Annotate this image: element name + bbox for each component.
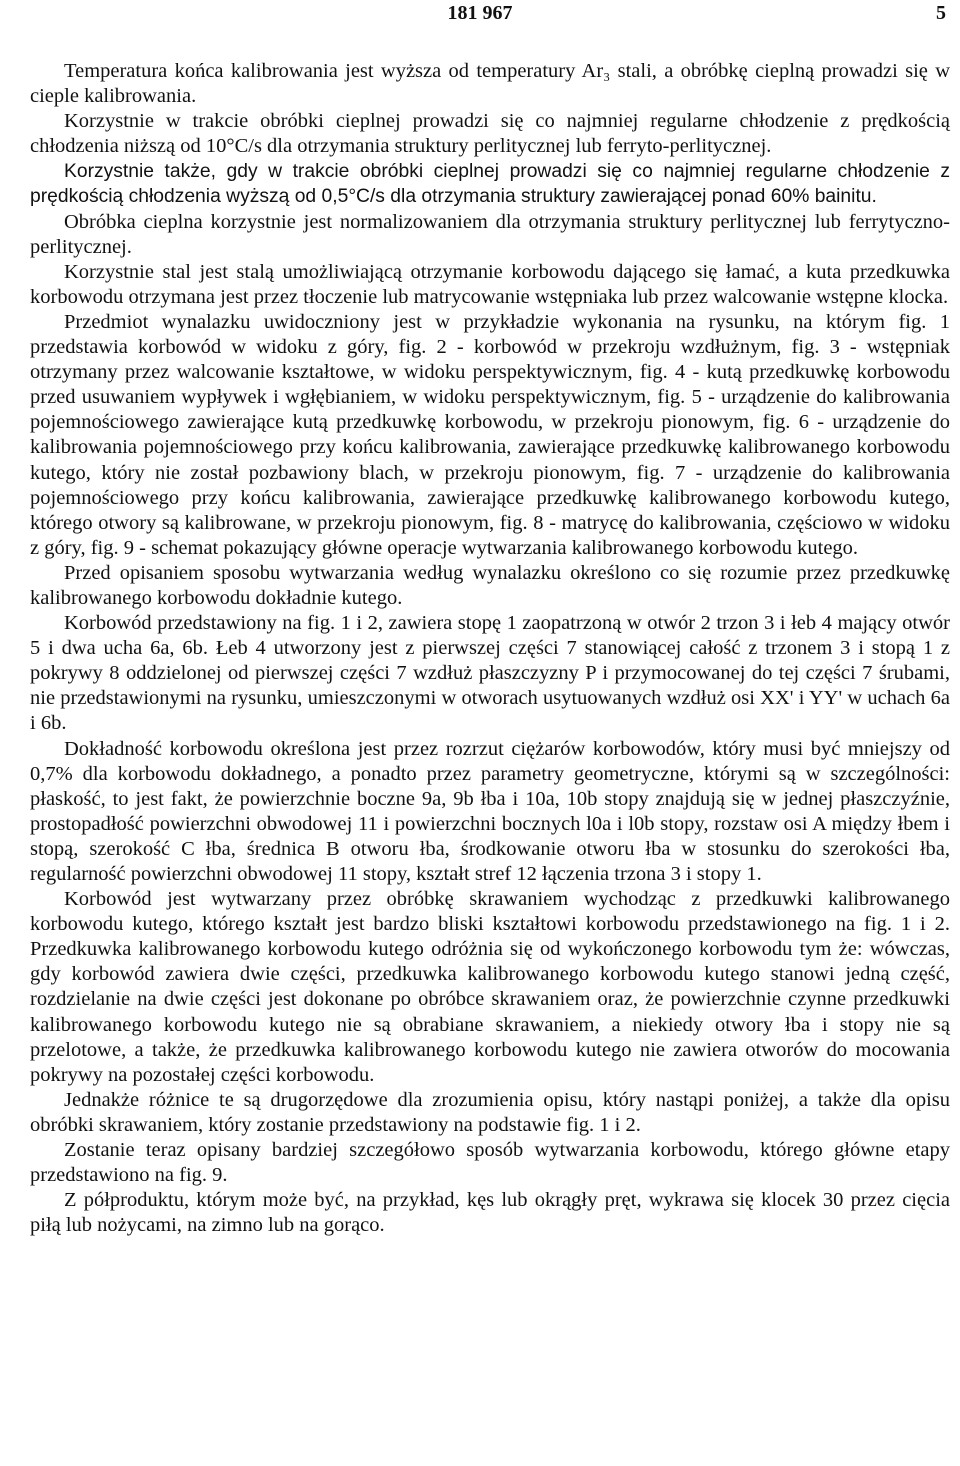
paragraph: Przed opisaniem sposobu wytwarzania według wynalazku określono co się rozumie przez przedkuwkę kalibrowanego korbowodu dokładnie kutego. [30,561,950,609]
paragraph: Korbowód jest wytwarzany przez obróbkę skrawaniem wychodząc z przedkuwki kalibrowanego korbowodu kutego, którego kształt jest bardzo bliski kształtowi korbowodu przedstawionego na fig. 1 i 2. Przedkuwka kalibrowanego korbowodu kutego odróżnia się od wykończonego korbowodu tym że: wówczas, gdy korbowód zawiera dwie części, przedkuwka kalibrowanego korbowodu kutego stanowi jedną część, rozdzielanie na dwie części jest dokonane po obróbce skrawaniem oraz, że powierzchnie czynne przedkuwki kalibrowanego korbowodu kutego nie są obrabiane skrawaniem, a niekiedy otwory łba i stopy nie są przelotowe, a także, że przedkuwka kalibrowanego korbowodu kutego nie zawiera otworów do mocowania pokrywy na pozostałej części korbowodu. [30,888,950,1086]
paragraph: Jednakże różnice te są drugorzędowe dla zrozumienia opisu, który nastąpi poniżej, a także dla opisu obróbki skrawaniem, który zostanie przedstawiony na podstawie fig. 1 i 2. [30,1088,950,1136]
body-text [30,59,950,1238]
paragraph: Z półproduktu, którym może być, na przykład, kęs lub okrągły pręt, wykrawa się klocek 30 przez cięcia piłą lub nożycami, na zimno lub na gorąco. [30,1189,950,1237]
paragraph: Korbowód przedstawiony na fig. 1 i 2, zawiera stopę 1 zaopatrzoną w otwór 2 trzon 3 i łeb 4 mający otwór 5 i dwa ucha 6a, 6b. Łeb 4 utworzony jest z pierwszej części 7 stanowiącej całość z trzonem 3 i stopą 1 z pokrywy 8 oddzielonej od pierwszej części 7 wzdłuż płaszczyzny P i przymocowanej do tej części 7 śrubami, nie przedstawionymi na rysunku, umieszczonymi w otworach usytuowanych wzdłuż osi XX' i YY' w uchach 6a i 6b. [30,612,950,735]
paragraph: Przedmiot wynalazku uwidoczniony jest w przykładzie wykonania na rysunku, na którym fig. 1 przedstawia korbowód w widoku z góry, fig. 2 - korbowód w przekroju wzdłużnym, fig. 3 - wstępniak otrzymany przez walcowanie kształtowe, w widoku perspektywicznym, fig. 4 - kutą przedkuwkę korbowodu przed usuwaniem wypływek i wgłębianiem, w widoku perspektywicznym, fig. 5 - urządzenie do kalibrowania pojemnościowego zawierające kutą przedkuwkę korbowodu, w przekroju pionowym, fig. 6 - urządzenie do kalibrowania pojemnościowego przy końcu kalibrowania, zawierające przedkuwkę kalibrowanego korbowodu kutego, który nie został pozbawiony blach, w przekroju pionowym, fig. 7 - urządzenie do kalibrowania pojemnościowego przy końcu kalibrowania, zawierające przedkuwkę kalibrowanego korbowodu kutego, którego otwory są kalibrowane, w przekroju pionowym, fig. 8 - matrycę do kalibrowania, częściowo w widoku z góry, fig. 9 - schemat pokazujący główne operacje wytwarzania kalibrowanego korbowodu kutego. [30,310,950,559]
paragraph: Korzystnie także, gdy w trakcie obróbki cieplnej prowadzi się co najmniej regularne chłodzenie z prędkością chłodzenia wyższą od 0,5°C/s dla otrzymania struktury zawierającej ponad 60% bainitu. [30,161,950,208]
paragraph: Dokładność korbowodu określona jest przez rozrzut ciężarów korbowodów, który musi być mniejszy od 0,7% dla korbowodu dokładnego, a ponadto przez parametry geometryczne, którymi są w szczególności: płaskość, to jest fakt, że powierzchnie boczne 9a, 9b łba i 10a, 10b stopy znajdują się w jednej płaszczyźnie, prostopadłość powierzchni obwodowej 11 i powierzchni bocznych l0a i l0b stopy, rozstaw osi A między łbem i stopą, szerokość C łba, średnica B otworu łba, środkowanie otworu łba w stosunku do szerokości łba, regularność powierzchni obwodowej 11 stopy, kształt stref 12 łączenia trzona 3 i stopy 1. [30,737,950,885]
document-number: 181 967 [447,2,513,24]
page-header [0,0,960,34]
paragraph: Obróbka cieplna korzystnie jest normalizowaniem dla otrzymania struktury perlitycznej lub ferrytyczno-perlitycznej. [30,210,950,258]
paragraph: Zostanie teraz opisany bardziej szczegółowo sposób wytwarzania korbowodu, którego główne etapy przedstawiono na fig. 9. [30,1139,950,1187]
paragraph: Korzystnie w trakcie obróbki cieplnej prowadzi się co najmniej regularne chłodzenie z prędkością chłodzenia niższą od 10°C/s dla otrzymania struktury perlitycznej lub ferryto-perlitycznej. [30,110,950,158]
paragraph: Korzystnie stal jest stalą umożliwiającą otrzymanie korbowodu dającego się łamać, a kuta przedkuwka korbowodu otrzymana jest przez tłoczenie lub matrycowanie wstępniaka lub przez walcowanie wstępne klocka. [30,260,950,308]
paragraph: Temperatura końca kalibrowania jest wyższa od temperatury Ar₃ stali, a obróbkę cieplną prowadzi się w cieple kalibrowania. [30,60,950,108]
page-number: 5 [936,2,946,24]
